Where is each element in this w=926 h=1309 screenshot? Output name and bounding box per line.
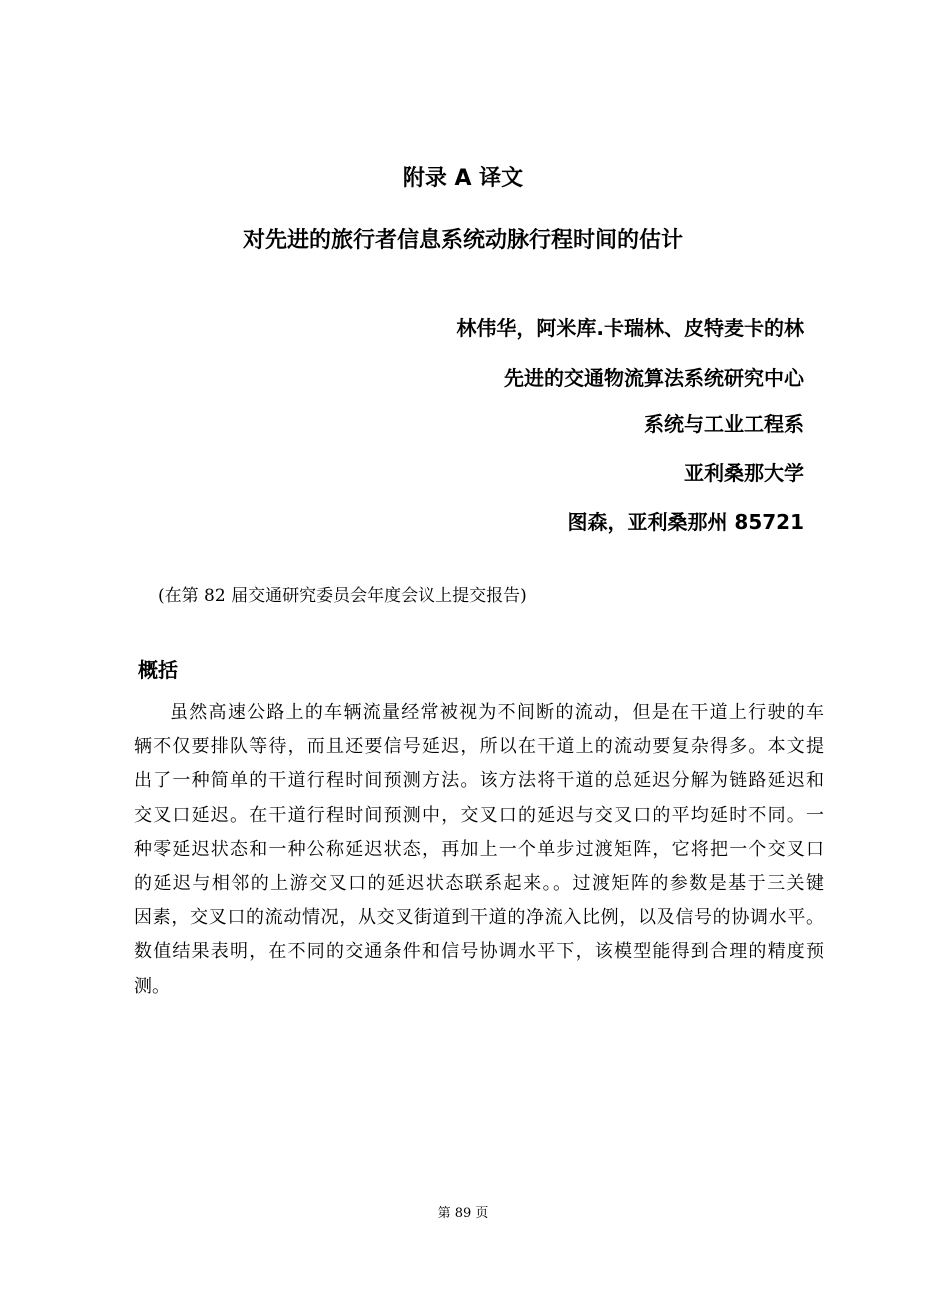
abstract-line: 虽然高速公路上的车辆流量经常被视为不间断的流动，但是在干道上行驶的车 — [170, 702, 824, 723]
abstract-line: 交叉口延迟。在干道行程时间预测中，交叉口的延迟与交叉口的平均延时不同。一 — [134, 804, 824, 826]
author-names: 林伟华，阿米库.卡瑞林、皮特麦卡的林 — [456, 316, 804, 340]
abstract-line: 因素，交叉口的流动情况，从交叉街道到干道的净流入比例，以及信号的协调水平。 — [134, 907, 824, 929]
author-department: 系统与工业工程系 — [644, 412, 804, 436]
abstract-body — [134, 696, 824, 1004]
abstract-line: 出了一种简单的干道行程时间预测方法。该方法将干道的总延迟分解为链路延迟和 — [134, 770, 824, 792]
abstract-line: 种零延迟状态和一种公称延迟状态，再加上一个单步过渡矩阵，它将把一个交叉口 — [134, 838, 824, 860]
page-number: 第 89 页 — [437, 1206, 489, 1221]
appendix-title: 附录 A 译文 — [402, 166, 524, 191]
abstract-line: 的延迟与相邻的上游交叉口的延迟状态联系起来。。过渡矩阵的参数是基于三关键 — [134, 872, 824, 894]
abstract-line: 数值结果表明，在不同的交通条件和信号协调水平下，该模型能得到合理的精度预 — [134, 941, 824, 963]
author-address: 图森，亚利桑那州 85721 — [567, 510, 804, 534]
submission-note: (在第 82 届交通研究委员会年度会议上提交报告) — [158, 586, 527, 606]
abstract-heading: 概括 — [138, 658, 178, 682]
abstract-line: 测。 — [134, 975, 170, 997]
abstract-line: 辆不仅要排队等待，而且还要信号延迟，所以在干道上的流动要复杂得多。本文提 — [134, 736, 824, 758]
author-research-center: 先进的交通物流算法系统研究中心 — [504, 366, 804, 390]
author-university: 亚利桑那大学 — [684, 461, 804, 485]
paper-title: 对先进的旅行者信息系统动脉行程时间的估计 — [242, 228, 683, 253]
